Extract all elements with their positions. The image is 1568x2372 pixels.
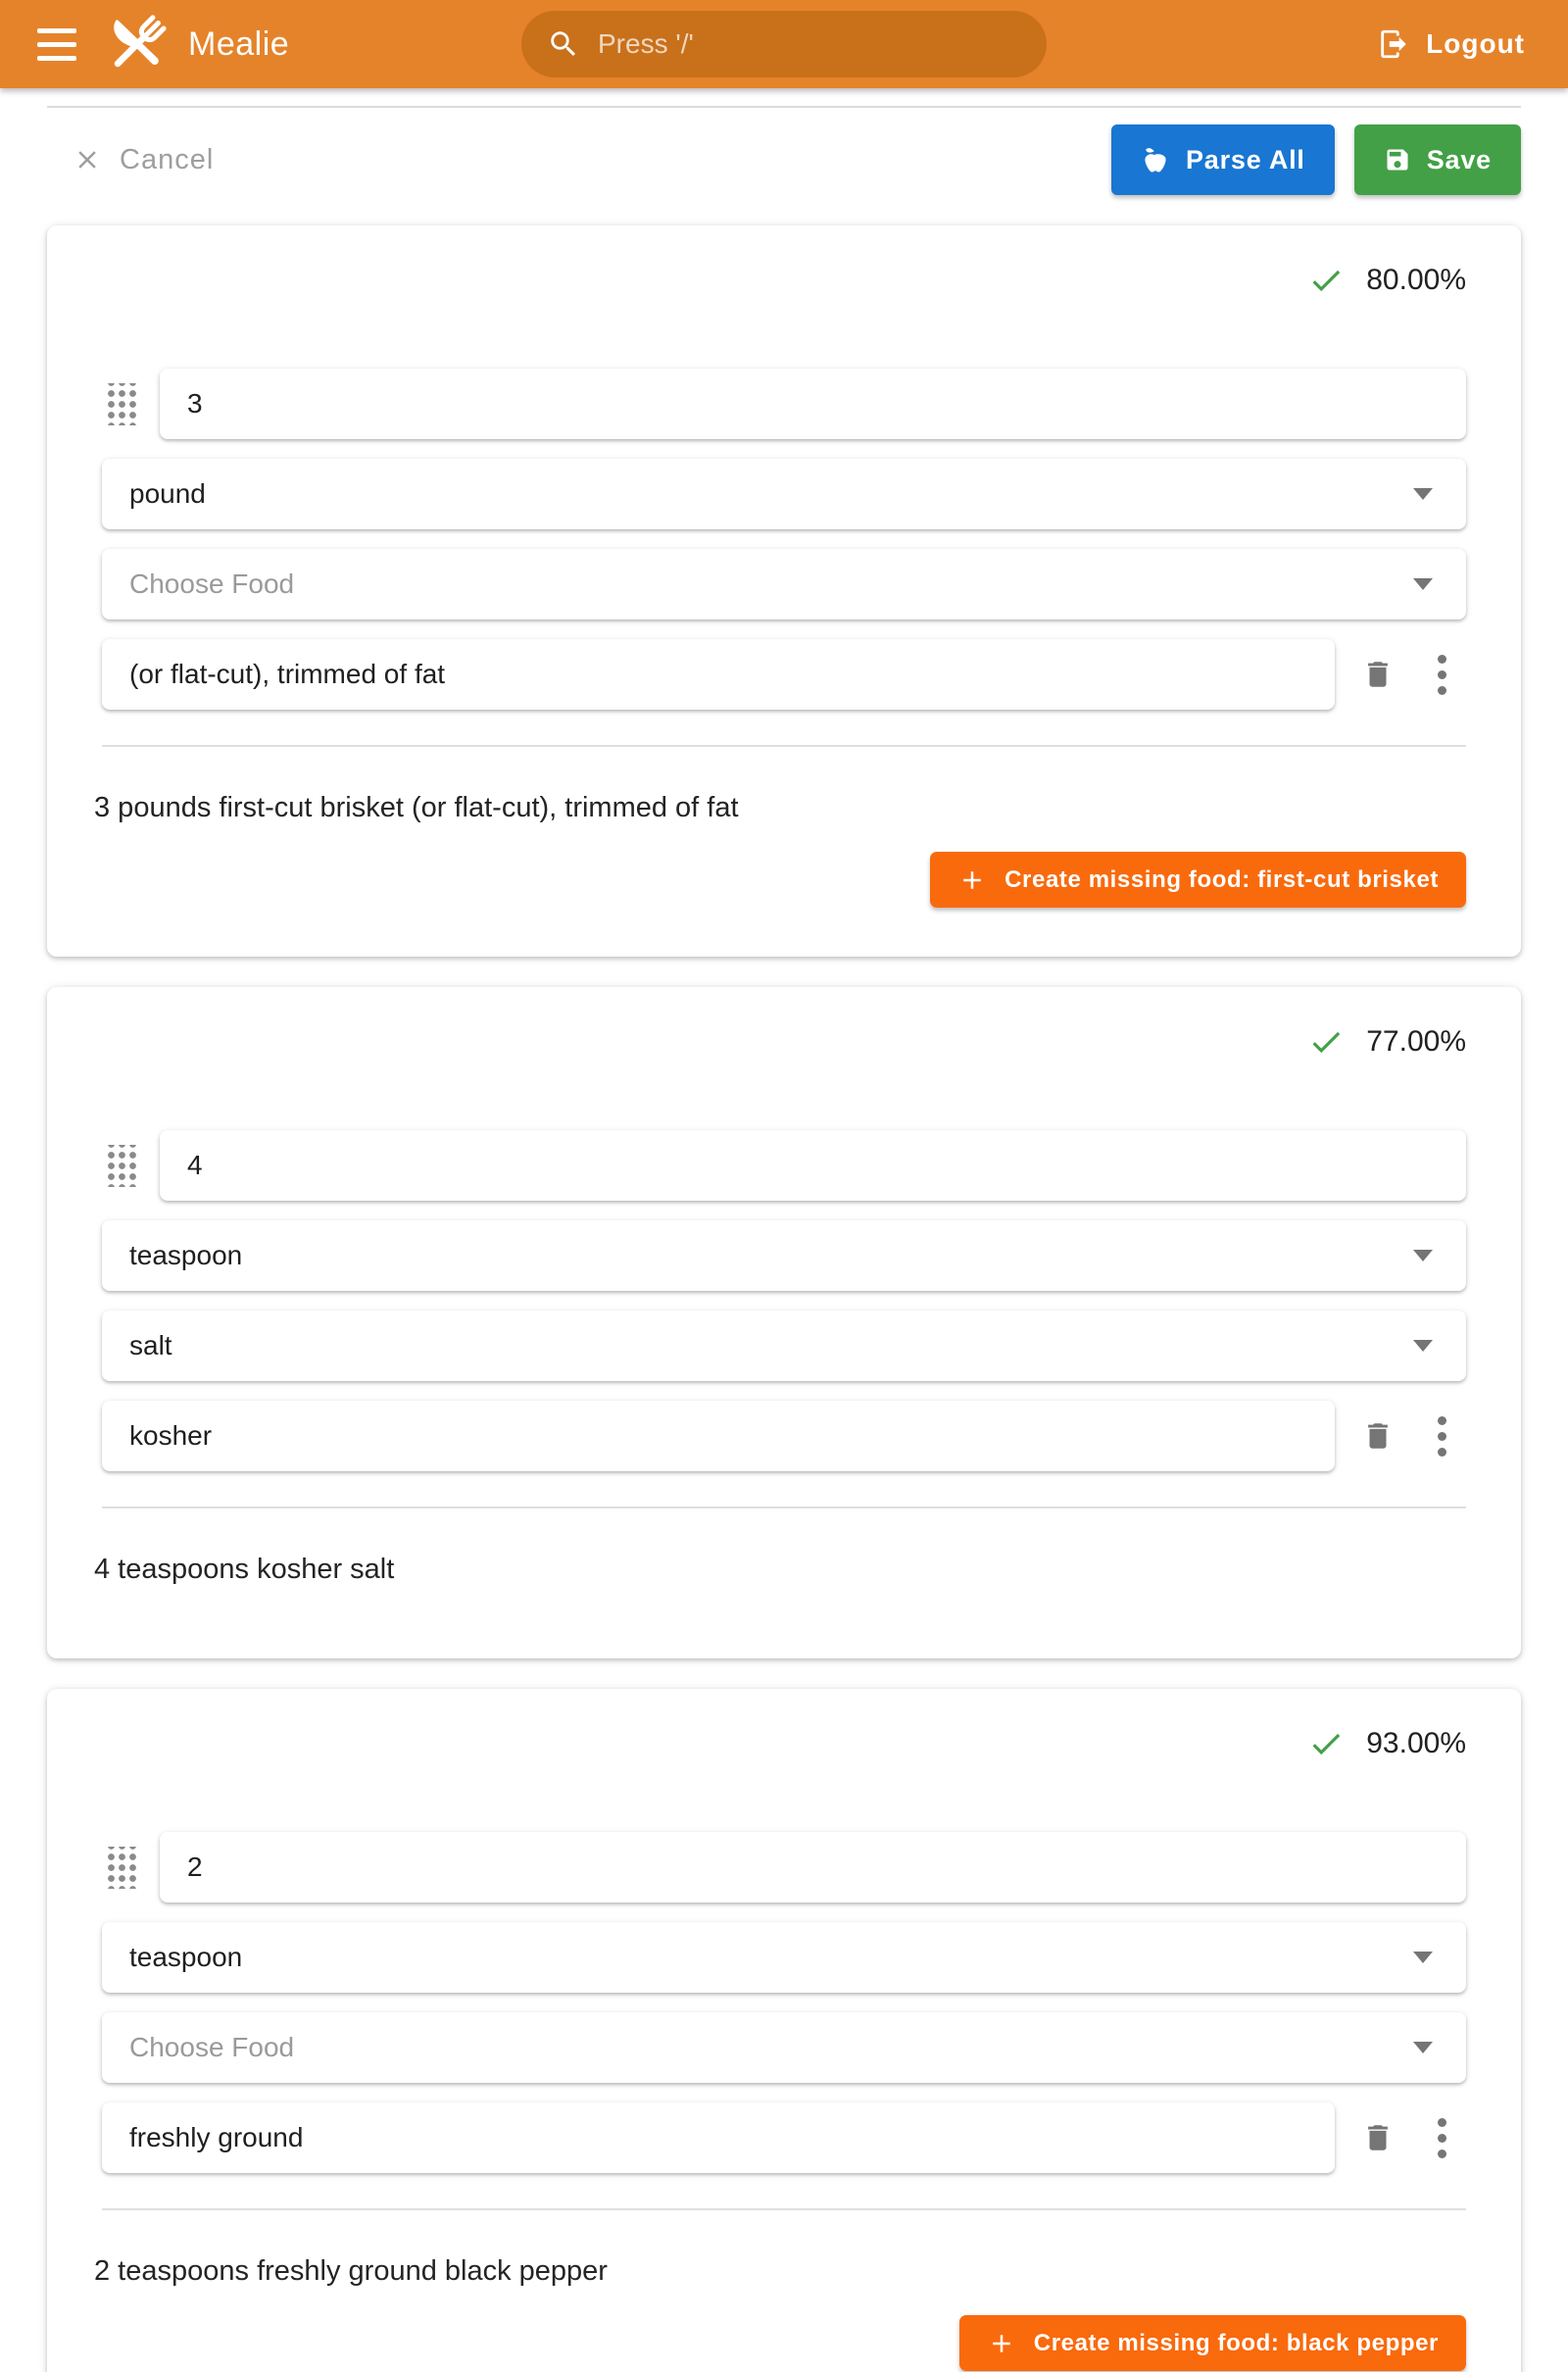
ingredient-card [47, 1689, 1521, 2372]
ingredient-card [47, 225, 1521, 957]
parse-all-label: Parse All [1185, 144, 1305, 174]
confidence-value: 77.00% [1366, 1025, 1466, 1058]
note-input[interactable] [102, 2102, 1335, 2173]
unit-select[interactable] [102, 1922, 1466, 1993]
quantity-row [102, 369, 1466, 439]
confidence-check-icon [1307, 1725, 1345, 1762]
delete-ingredient-button[interactable] [1354, 1408, 1401, 1463]
quantity-row [102, 1832, 1466, 1903]
note-row [102, 639, 1466, 710]
kebab-menu-icon [1438, 2134, 1446, 2143]
divider [47, 106, 1521, 108]
trash-icon [1361, 1419, 1395, 1453]
drag-handle-icon[interactable] [106, 383, 138, 425]
app-bar [0, 0, 1568, 88]
food-select[interactable] [102, 2012, 1466, 2083]
plus-icon [957, 865, 987, 895]
logout-button[interactable] [1363, 18, 1539, 71]
search-bar[interactable] [521, 11, 1047, 77]
unit-value: teaspoon [129, 1942, 243, 1972]
unit-value: teaspoon [129, 1240, 243, 1270]
app-title: Mealie [188, 25, 290, 63]
confidence-check-icon [1307, 1023, 1345, 1061]
logout-label: Logout [1426, 28, 1525, 59]
original-ingredient-text: 3 pounds first-cut brisket (or flat-cut), trimmed of fat [94, 792, 739, 823]
save-button[interactable] [1354, 124, 1521, 195]
quantity-input[interactable] [160, 369, 1466, 439]
confidence-value: 80.00% [1366, 264, 1466, 296]
app-logo-icon [102, 9, 172, 79]
dropdown-arrow-icon [1413, 488, 1433, 500]
divider [102, 745, 1466, 747]
confidence-row [102, 1022, 1466, 1062]
unit-select[interactable] [102, 459, 1466, 529]
note-row [102, 1401, 1466, 1471]
cancel-button[interactable] [73, 144, 214, 176]
trash-icon [1361, 2121, 1395, 2154]
plus-icon [987, 2329, 1016, 2358]
logout-icon [1377, 27, 1410, 61]
menu-button[interactable] [29, 17, 84, 72]
food-placeholder: Choose Food [129, 2032, 295, 2062]
food-value: salt [129, 1330, 172, 1360]
create-missing-food-label: Create missing food: first-cut brisket [1004, 865, 1439, 893]
confidence-row [102, 261, 1466, 300]
food-select[interactable] [102, 1310, 1466, 1381]
dropdown-arrow-icon [1413, 2042, 1433, 2053]
cancel-label: Cancel [120, 143, 215, 175]
create-missing-food-button[interactable] [959, 2315, 1466, 2371]
search-input[interactable] [598, 28, 1021, 60]
drag-handle-icon[interactable] [106, 1145, 138, 1187]
unit-select[interactable] [102, 1220, 1466, 1291]
kebab-menu-icon [1438, 670, 1446, 679]
save-icon [1384, 146, 1411, 173]
quantity-input[interactable] [160, 1832, 1466, 1903]
close-icon [73, 145, 102, 174]
create-missing-food-label: Create missing food: black pepper [1033, 2329, 1439, 2356]
food-placeholder: Choose Food [129, 568, 295, 599]
dropdown-arrow-icon [1413, 1250, 1433, 1261]
kebab-menu-icon [1438, 1432, 1446, 1441]
create-missing-food-button[interactable] [930, 852, 1466, 908]
note-input[interactable] [102, 639, 1335, 710]
more-options-button[interactable] [1425, 2110, 1458, 2165]
confidence-value: 93.00% [1366, 1727, 1466, 1759]
ingredient-parser-page [0, 106, 1568, 2372]
ingredient-card [47, 987, 1521, 1658]
quantity-input[interactable] [160, 1130, 1466, 1201]
dropdown-arrow-icon [1413, 578, 1433, 590]
unit-value: pound [129, 478, 206, 509]
original-ingredient-text: 2 teaspoons freshly ground black pepper [94, 2255, 608, 2287]
delete-ingredient-button[interactable] [1354, 647, 1401, 702]
confidence-row [102, 1724, 1466, 1763]
quantity-row [102, 1130, 1466, 1201]
divider [102, 2208, 1466, 2210]
delete-ingredient-button[interactable] [1354, 2110, 1401, 2165]
toolbar [47, 124, 1521, 195]
dropdown-arrow-icon [1413, 1952, 1433, 1963]
trash-icon [1361, 658, 1395, 691]
divider [102, 1507, 1466, 1508]
parse-all-button[interactable] [1111, 124, 1335, 195]
more-options-button[interactable] [1425, 647, 1458, 702]
drag-handle-icon[interactable] [106, 1847, 138, 1889]
confidence-check-icon [1307, 262, 1345, 299]
note-row [102, 2102, 1466, 2173]
search-icon [547, 27, 580, 61]
apple-icon [1141, 145, 1170, 174]
food-select[interactable] [102, 549, 1466, 619]
original-ingredient-text: 4 teaspoons kosher salt [94, 1554, 395, 1585]
note-input[interactable] [102, 1401, 1335, 1471]
dropdown-arrow-icon [1413, 1340, 1433, 1352]
more-options-button[interactable] [1425, 1408, 1458, 1463]
save-label: Save [1426, 144, 1492, 174]
